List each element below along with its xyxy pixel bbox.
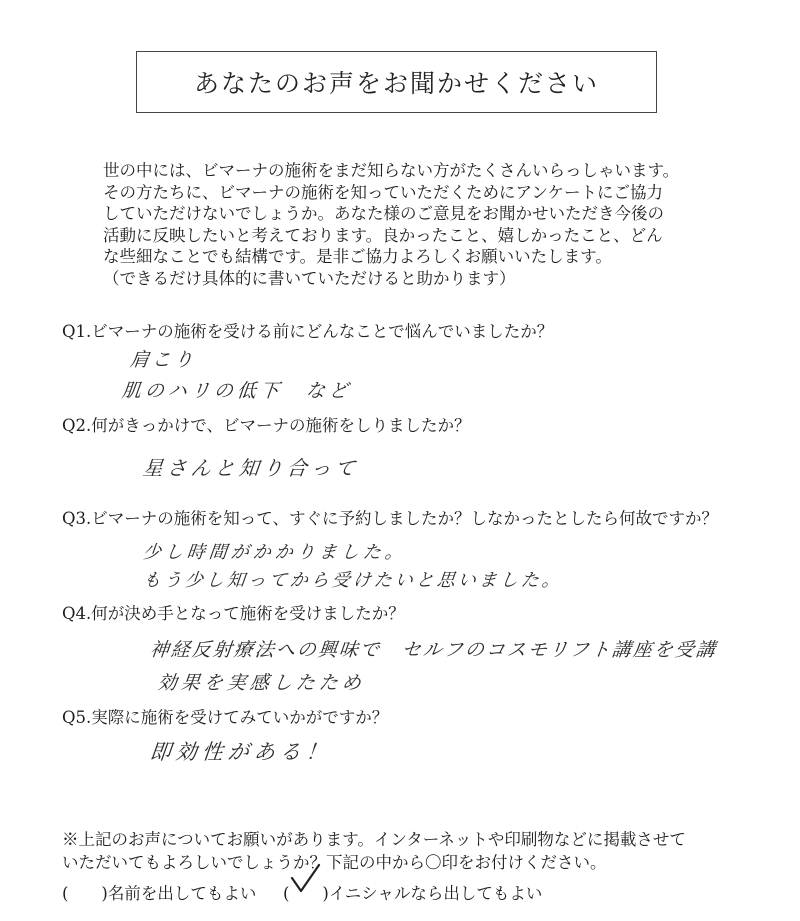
option-initial-ok[interactable]: ( )イニシャルなら出してもよい <box>283 884 543 903</box>
footer-note-line-1: ※上記のお声についてお願いがあります。インターネットや印刷物などに掲載させて <box>62 830 686 849</box>
answer-1-line-1: 肩こり <box>128 349 198 371</box>
answer-4-line-1: 神経反射療法への興味で セルフのコスモリフト講座を受講 <box>148 639 719 661</box>
intro-line: 活動に反映したいと考えております。良かったこと、嬉しかったこと、どん <box>103 225 663 245</box>
intro-line: （できるだけ具体的に書いていただけると助かります） <box>103 268 516 288</box>
title-box <box>136 51 657 113</box>
answer-3-line-1: 少し時間がかかりました。 <box>141 542 408 563</box>
answer-2-line-1: 星さんと知り合って <box>141 456 361 480</box>
option-name-ok[interactable]: ( )名前を出してもよい <box>62 884 257 903</box>
checkmark-icon <box>288 862 322 896</box>
intro-line: な些細なことでも結構です。是非ご協力よろしくお願いいたします。 <box>103 247 612 266</box>
answer-3-line-2: もう少し知ってから受けたいと思いました。 <box>141 570 564 591</box>
question-5-label: Q5.実際に施術を受けてみていかがですか？ <box>62 708 389 727</box>
intro-line: していただけないでしょうか。あなた様のご意見をお聞かせいただき今後の <box>103 204 664 223</box>
footer-note-line-2: いただいてもよろしいでしょうか？下記の中から〇印をお付けください。 <box>62 853 607 872</box>
page-title: あなたのお声をお聞かせください <box>193 69 599 98</box>
question-2-label: Q2.何がきっかけで、ビマーナの施術をしりましたか？ <box>62 416 471 435</box>
intro-line: 世の中には、ビマーナの施術をまだ知らない方がたくさんいらっしゃいます。 <box>103 161 680 180</box>
intro-paragraph <box>103 160 723 289</box>
intro-line: その方たちに、ビマーナの施術を知っていただくためにアンケートにご協力 <box>103 182 664 202</box>
question-1-label: Q1.ビマーナの施術を受ける前にどんなことで悩んでいましたか？ <box>62 322 554 341</box>
question-3-label: Q3.ビマーナの施術を知って、すぐに予約しましたか？しなかったとしたら何故ですか？ <box>62 509 718 528</box>
question-4-label: Q4.何が決め手となって施術を受けましたか？ <box>62 604 405 623</box>
answer-4-line-2: 効果を実感したため <box>156 672 367 694</box>
answer-5-line-1: 即効性がある！ <box>148 740 334 764</box>
answer-1-line-2: 肌のハリの低下 など <box>120 380 354 402</box>
